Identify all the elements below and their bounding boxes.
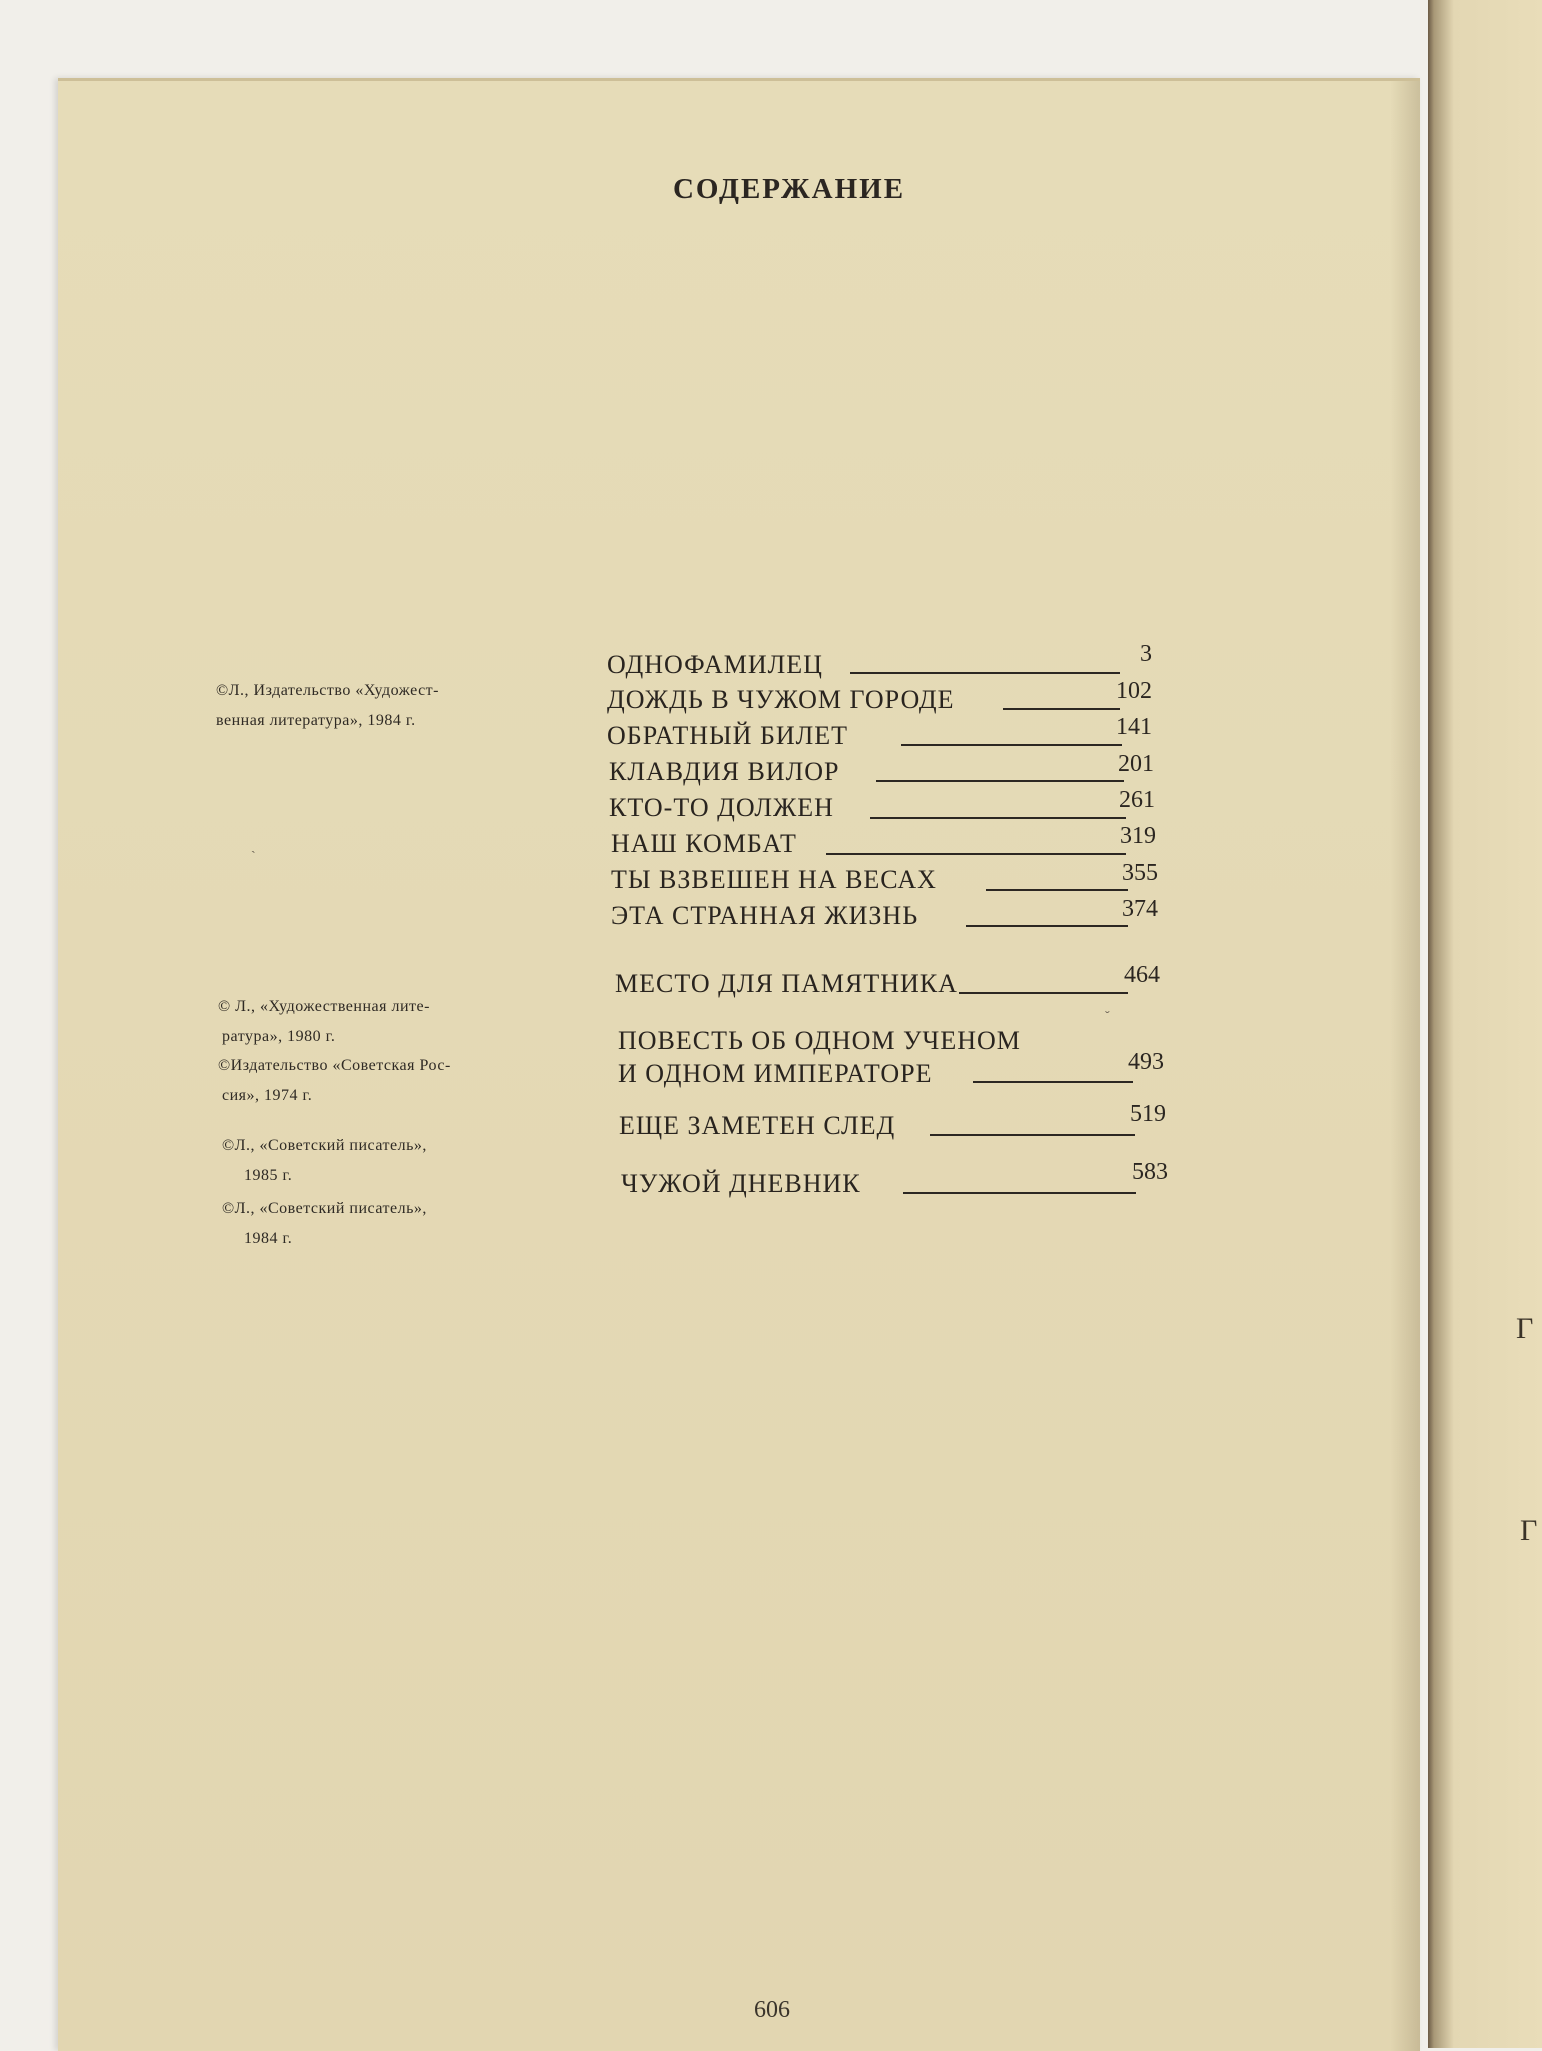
copyright-line: ©Л., «Советский писатель», — [222, 1137, 427, 1154]
toc-title: ОДНОФАМИЛЕЦ — [607, 650, 823, 679]
toc-title: КТО-ТО ДОЛЖЕН — [609, 793, 834, 822]
toc-leader — [966, 925, 1128, 927]
toc-title: ПОВЕСТЬ ОБ ОДНОМ УЧЕНОМ — [618, 1026, 1021, 1055]
toc-leader — [1003, 708, 1120, 710]
toc-title: ОБРАТНЫЙ БИЛЕТ — [607, 721, 849, 750]
toc-leader — [876, 780, 1124, 782]
toc-title-continuation: И ОДНОМ ИМПЕРАТОРЕ — [618, 1059, 933, 1088]
toc-title: ЕЩЕ ЗАМЕТЕН СЛЕД — [619, 1111, 896, 1140]
copyright-notice — [222, 1194, 582, 1254]
copyright-notice — [222, 1131, 582, 1191]
toc-title: ЧУЖОЙ ДНЕВНИК — [621, 1169, 861, 1198]
copyright-line: ©Издательство «Советская Рос- — [218, 1057, 451, 1074]
toc-leader — [959, 992, 1128, 994]
copyright-notice — [216, 676, 576, 736]
toc-page-number: 141 — [1116, 714, 1152, 740]
toc-page-number: 3 — [1140, 641, 1152, 667]
page-number: 606 — [754, 1997, 790, 2023]
adjacent-page — [1428, 0, 1542, 2048]
toc-leader — [930, 1134, 1135, 1136]
toc-page-number: 374 — [1122, 896, 1158, 922]
paper-speck: ˬ — [1105, 999, 1110, 1014]
toc-leader — [826, 853, 1126, 855]
copyright-line: ратура», 1980 г. — [222, 1028, 336, 1045]
toc-title: НАШ КОМБАТ — [611, 829, 797, 858]
copyright-line: сия», 1974 г. — [222, 1087, 313, 1104]
copyright-notice — [218, 992, 578, 1052]
toc-page-number: 493 — [1128, 1049, 1164, 1075]
toc-page-number: 583 — [1132, 1159, 1168, 1185]
toc-page-number: 355 — [1122, 860, 1158, 886]
adjacent-page-fragment: Г — [1516, 1312, 1534, 1345]
toc-page-number: 319 — [1120, 823, 1156, 849]
toc-leader — [870, 817, 1126, 819]
copyright-line: ©Л., «Советский писатель», — [222, 1200, 427, 1217]
book-page — [58, 78, 1420, 2051]
toc-leader — [973, 1081, 1133, 1083]
toc-title: ТЫ ВЗВЕШЕН НА ВЕСАХ — [611, 865, 937, 894]
copyright-line: 1985 г. — [244, 1167, 293, 1184]
toc-title: КЛАВДИЯ ВИЛОР — [609, 757, 840, 786]
copyright-line: ©Л., Издательство «Художест- — [216, 682, 439, 699]
page-heading: СОДЕРЖАНИЕ — [672, 173, 906, 205]
toc-leader — [903, 1192, 1136, 1194]
toc-page-number: 261 — [1119, 787, 1155, 813]
adjacent-page-fragment: Г — [1520, 1514, 1538, 1547]
toc-leader — [901, 744, 1122, 746]
toc-page-number: 102 — [1116, 678, 1152, 704]
copyright-line: 1984 г. — [244, 1230, 293, 1247]
toc-page-number: 201 — [1118, 751, 1154, 777]
toc-page-number: 519 — [1130, 1101, 1166, 1127]
toc-title: ЭТА СТРАННАЯ ЖИЗНЬ — [611, 901, 919, 930]
toc-title: МЕСТО ДЛЯ ПАМЯТНИКА — [615, 969, 958, 998]
copyright-line: © Л., «Художественная лите- — [218, 998, 430, 1015]
toc-leader — [986, 889, 1128, 891]
paper-speck: ˎ — [251, 839, 256, 854]
copyright-notice — [218, 1051, 578, 1111]
copyright-line: венная литература», 1984 г. — [216, 712, 416, 729]
toc-page-number: 464 — [1124, 962, 1160, 988]
toc-title: ДОЖДЬ В ЧУЖОМ ГОРОДЕ — [607, 685, 955, 714]
toc-leader — [850, 672, 1120, 674]
spine-shadow — [1390, 81, 1420, 2051]
